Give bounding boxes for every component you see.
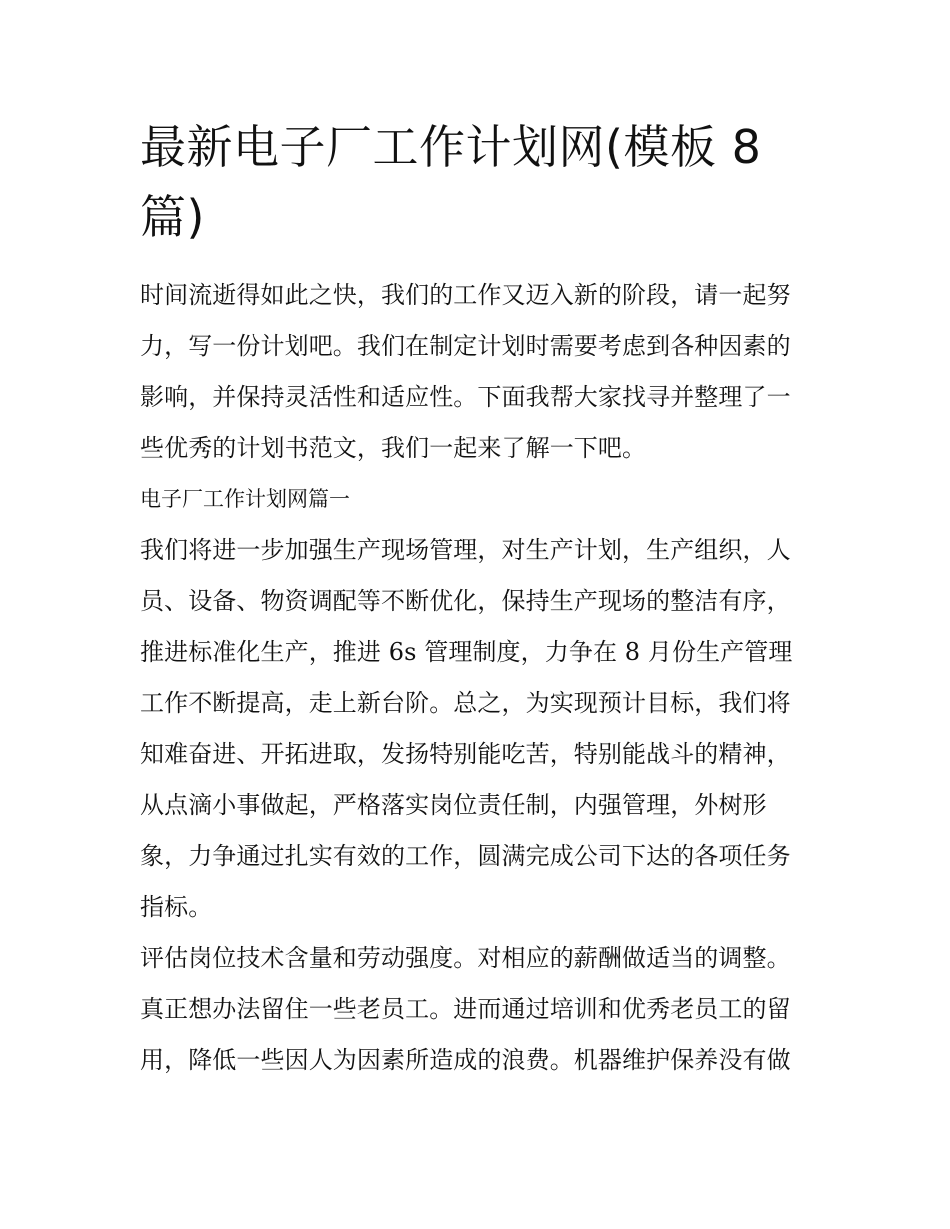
section-heading: 电子厂工作计划网篇一 bbox=[140, 487, 350, 511]
body-paragraph-2: 评估岗位技术含量和劳动强度。对相应的薪酬做适当的调整。 真正想办法留住一些老员工。进而通过培训和优秀老员工的留 用，降低一些因人为因素所造成的浪费。机器维护保养没有做 bbox=[140, 944, 791, 1074]
document-page bbox=[140, 112, 820, 1086]
intro-paragraph: 时间流逝得如此之快，我们的工作又迈入新的阶段，请一起努 力，写一份计划吧。我们在制定计划时需要考虑到各种因素的 影响，并保持灵活性和适应性。下面我帮大家找寻并整理了一 些优秀的计划书范文，我们一起来了解一下吧。 bbox=[140, 281, 791, 462]
body-paragraph-1: 我们将进一步加强生产现场管理，对生产计划，生产组织，人 员、设备、物资调配等不断优化，保持生产现场的整洁有序， 推进标准化生产，推进 6s 管理制度，力争在 8 月份生产管理 工作不断提高，走上新台阶。总之，为实现预计目标，我们将 知难奋进、开拓进取，发扬特别能吃苦，特别能战斗的精神， 从点滴小事做起，严格落实岗位责任制，内强管理，外树形 象，力争通过扎实有效的工作，圆满完成公司下达的各项任务 指标。 bbox=[140, 536, 793, 921]
document-title: 最新电子厂工作计划网(模板 8 篇) bbox=[140, 120, 762, 244]
